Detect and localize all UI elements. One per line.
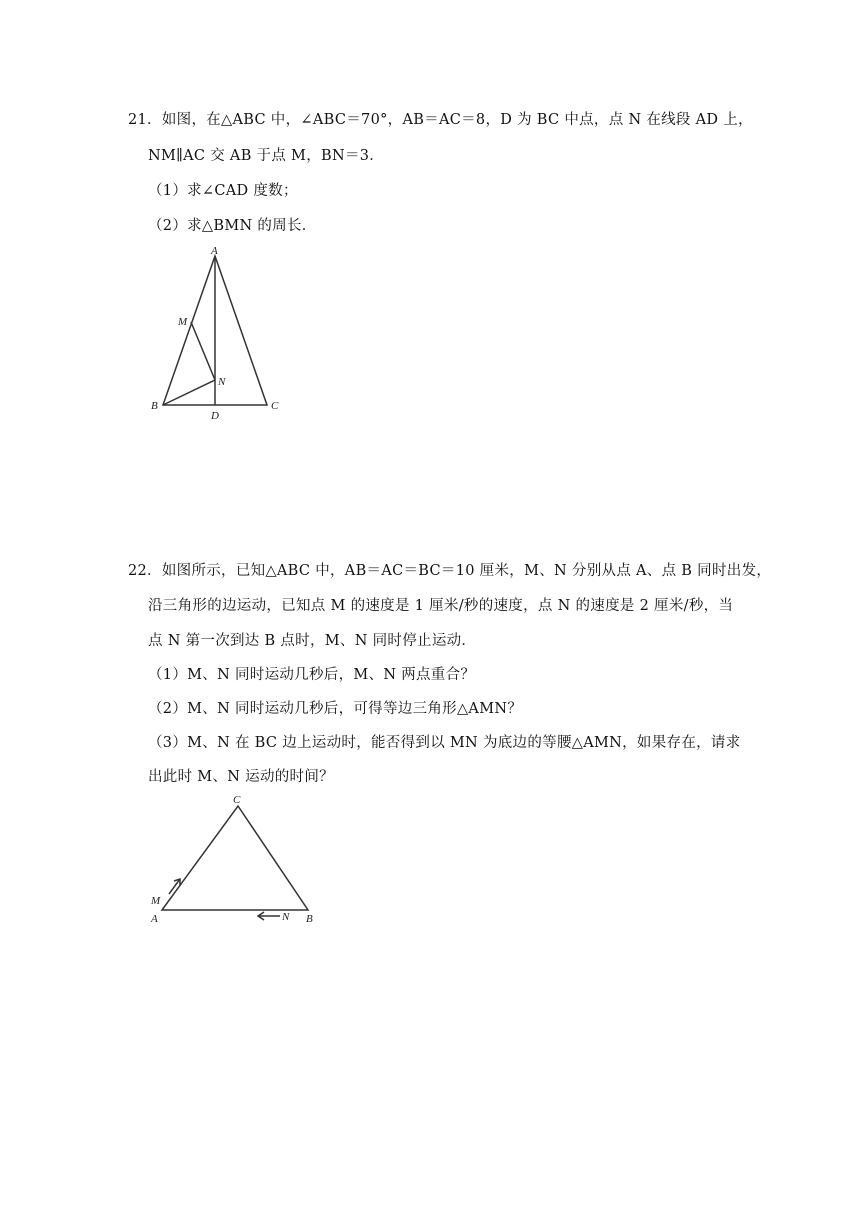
label-c: C [271,400,279,412]
q22-part-3b: 出此时 M、N 运动的时间？ [148,769,334,785]
q22-line-2: 沿三角形的边运动，已知点 M 的速度是 1 厘米/秒的速度，点 N 的速度是 2 厘米/秒，当 [148,598,734,614]
q21-part-1: （1）求∠CAD 度数； [148,183,298,199]
q22-line-1: 22．如图所示，已知△ABC 中，AB＝AC＝BC＝10 厘米，M、N 分别从点 A、点 B 同时出发， [128,563,772,579]
label-d: D [211,410,219,422]
q21-line-1: 21．如图，在△ABC 中，∠ABC＝70°，AB＝AC＝8，D 为 BC 中点，点 N 在线段 AD 上， [128,112,753,128]
label-n: N [218,376,226,388]
label-b: B [306,913,313,925]
label-m: M [151,895,161,907]
segment-mn [191,322,215,380]
label-b: B [151,400,158,412]
label-a: A [211,245,218,257]
label-a: A [151,913,158,925]
q21-line-2: NM∥AC 交 AB 于点 M，BN＝3． [148,148,385,164]
q22-part-3a: （3）M、N 在 BC 边上运动时，能否得到以 MN 为底边的等腰△AMN，如果存在，请求 [148,735,741,751]
q22-line-3: 点 N 第一次到达 B 点时，M、N 同时停止运动． [148,633,477,649]
q22-part-2: （2）M、N 同时运动几秒后，可得等边三角形△AMN？ [148,701,523,717]
q21-figure [140,240,300,425]
label-n: N [282,911,290,923]
label-c: C [233,794,241,806]
q21-part-2: （2）求△BMN 的周长． [148,218,317,234]
triangle-abc [162,806,308,910]
q22-part-1: （1）M、N 同时运动几秒后，M、N 两点重合？ [148,667,476,683]
label-m: M [178,316,188,328]
q22-figure [140,790,330,935]
